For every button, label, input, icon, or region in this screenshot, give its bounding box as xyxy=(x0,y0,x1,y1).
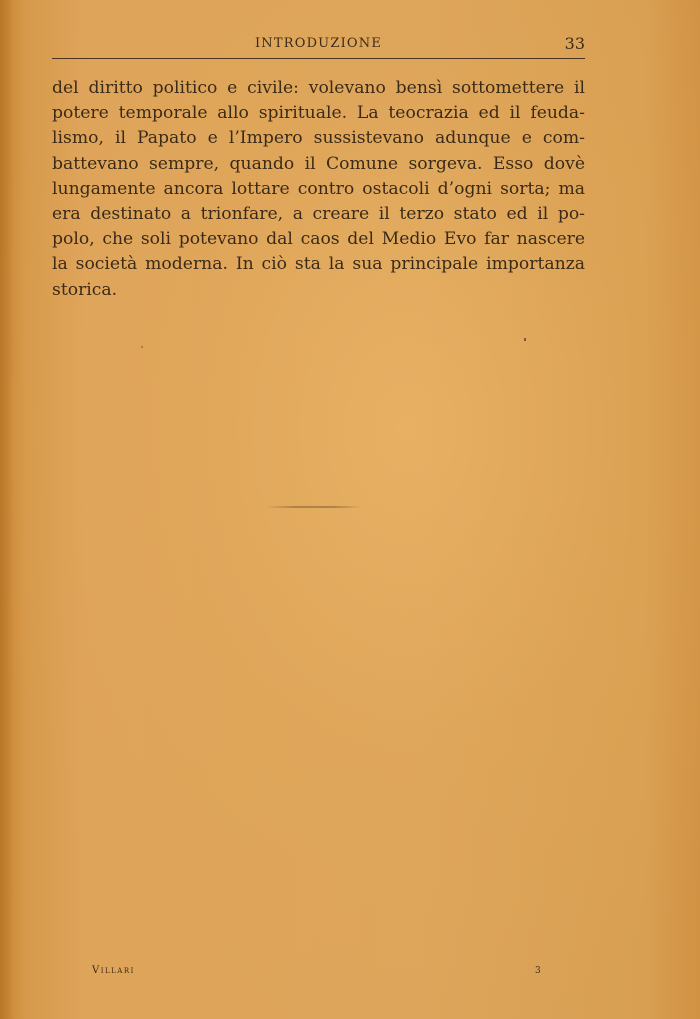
ink-speck xyxy=(141,346,143,348)
text-line: del diritto politico e civile: volevano bensì sottomettere il xyxy=(52,78,585,98)
text-line-last: storica. xyxy=(52,279,118,300)
running-title: INTRODUZIONE xyxy=(254,36,383,51)
text-line: la società moderna. In ciò sta la sua principale importanza xyxy=(52,254,585,275)
text-line: lismo, il Papato e l’Impero sussistevano adunque e com- xyxy=(52,128,585,149)
signature-mark: 3 xyxy=(535,966,541,976)
section-ornament-rule xyxy=(266,506,362,508)
running-header xyxy=(52,34,585,59)
body-paragraph xyxy=(52,76,585,303)
page-number: 33 xyxy=(564,34,585,53)
page-edge-shadow xyxy=(0,0,14,1019)
text-line: battevano sempre, quando il Comune sorgeva. Esso dovè xyxy=(52,153,585,174)
ink-speck xyxy=(524,338,526,341)
text-line: polo, che soli potevano dal caos del Medio Evo far nascere xyxy=(52,229,585,250)
text-line: lungamente ancora lottare contro ostacoli d’ogni sorta; ma xyxy=(52,178,585,199)
text-line: potere temporale allo spirituale. La teocrazia ed il feuda- xyxy=(52,103,585,124)
printer-signature: Villari xyxy=(92,965,135,976)
text-line: era destinato a trionfare, a creare il terzo stato ed il po- xyxy=(52,204,585,225)
